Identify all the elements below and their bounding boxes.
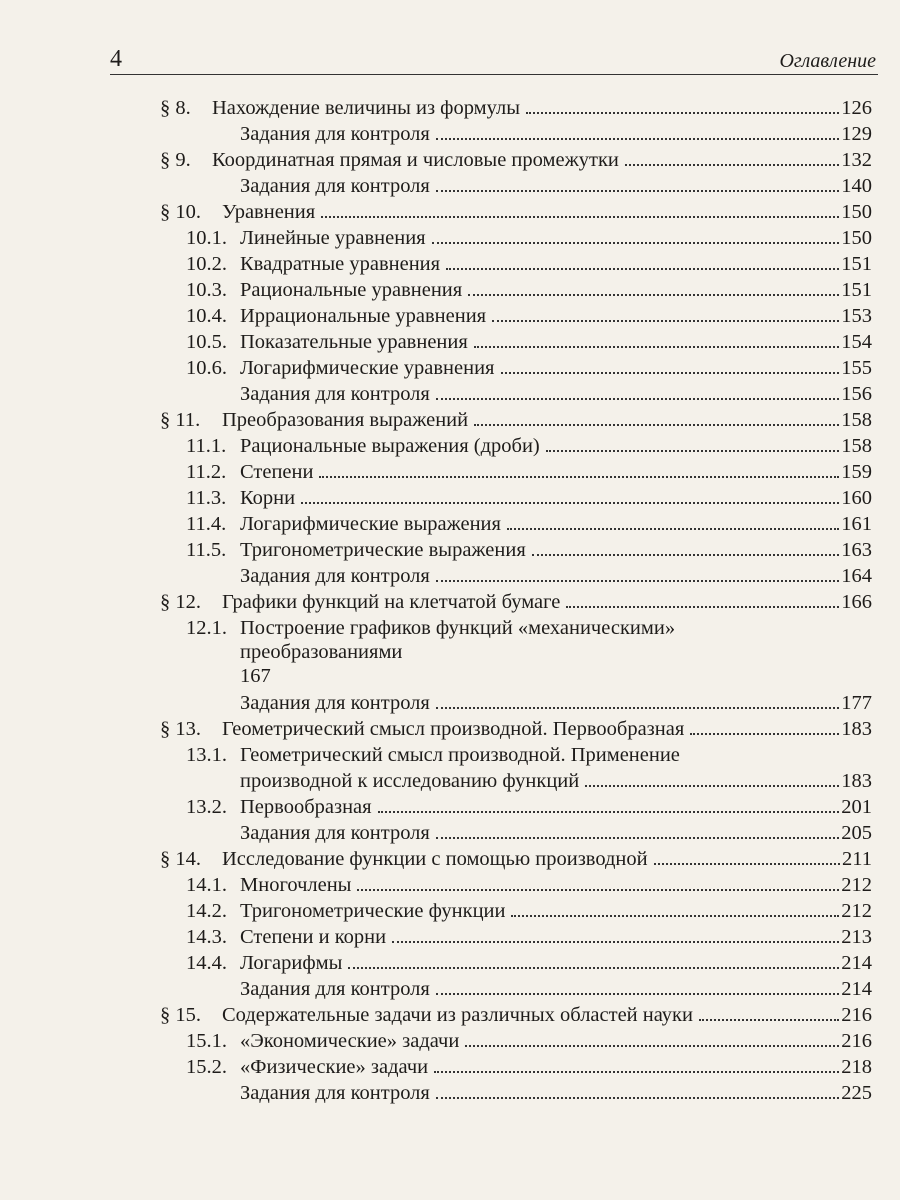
toc-entry-title: Геометрический смысл производной. Первообразная xyxy=(222,718,685,740)
toc-entry-number: 10.4. xyxy=(186,305,227,327)
leader-dots xyxy=(319,476,839,478)
toc-entry[interactable] xyxy=(186,485,872,511)
toc-entry[interactable] xyxy=(186,924,872,950)
toc-entry[interactable] xyxy=(240,976,872,1002)
toc-entry-title: Степени и корни xyxy=(240,926,387,948)
toc-entry-title: Логарифмические выражения xyxy=(240,513,501,535)
toc-entry[interactable] xyxy=(240,381,872,407)
leader-dots xyxy=(357,889,839,891)
toc-entry-number: 14.4. xyxy=(186,952,227,974)
toc-entry-page: 164 xyxy=(841,565,872,587)
toc-entry-number: § 11. xyxy=(160,409,201,431)
leader-dots xyxy=(625,164,839,166)
toc-entry-number: § 9. xyxy=(160,149,191,171)
toc-entry[interactable] xyxy=(186,277,872,303)
leader-dots xyxy=(348,967,839,969)
toc-entry-page: 167 xyxy=(240,665,271,687)
toc-entry[interactable] xyxy=(186,1028,872,1054)
toc-entry-title: Задания для контроля xyxy=(240,565,430,587)
toc-entry-number: 14.1. xyxy=(186,874,227,896)
leader-dots xyxy=(446,268,839,270)
toc-entry-title: Логарифмические уравнения xyxy=(240,357,495,379)
toc-entry-page: 163 xyxy=(841,539,872,561)
toc-entry-page: 218 xyxy=(841,1056,872,1078)
leader-dots xyxy=(532,554,839,556)
running-title: Оглавление xyxy=(779,50,876,72)
toc-entry-number: 15.1. xyxy=(186,1030,227,1052)
leader-dots xyxy=(436,138,839,140)
toc-entry-page: 132 xyxy=(841,149,872,171)
toc-entry-page: 151 xyxy=(841,253,872,275)
leader-dots xyxy=(585,785,839,787)
leader-dots xyxy=(378,811,840,813)
toc-entry-page: 160 xyxy=(841,487,872,509)
toc-entry[interactable] xyxy=(186,537,872,563)
leader-dots xyxy=(474,346,839,348)
toc-entry-title: Задания для контроля xyxy=(240,692,430,714)
toc-entry-title: Задания для контроля xyxy=(240,1082,430,1104)
toc-entry[interactable] xyxy=(186,898,872,924)
toc-entry-title[interactable]: Построение графиков функций «механическими» xyxy=(240,617,676,639)
toc-entry[interactable] xyxy=(160,199,872,225)
toc-entry-page: 161 xyxy=(841,513,872,535)
leader-dots xyxy=(321,216,839,218)
toc-entry-page: 155 xyxy=(841,357,872,379)
leader-dots xyxy=(436,190,839,192)
leader-dots xyxy=(654,863,840,865)
toc-entry-number: 11.3. xyxy=(186,487,227,509)
toc-entry[interactable] xyxy=(240,563,872,589)
toc-entry-page: 212 xyxy=(841,900,872,922)
toc-entry-page: 156 xyxy=(841,383,872,405)
toc-entry-title: Тригонометрические функции xyxy=(240,900,506,922)
toc-entry-page: 126 xyxy=(841,97,872,119)
toc-entry-title: Тригонометрические выражения xyxy=(240,539,526,561)
leader-dots xyxy=(436,707,839,709)
toc-entry-title: Корни xyxy=(240,487,296,509)
toc-entry-page: 159 xyxy=(841,461,872,483)
toc-entry[interactable] xyxy=(186,1054,872,1080)
toc-entry-page: 211 xyxy=(842,848,872,870)
leader-dots xyxy=(434,1071,839,1073)
leader-dots xyxy=(526,112,839,114)
toc-entry-title[interactable]: Геометрический смысл производной. Применение xyxy=(240,744,680,766)
leader-dots xyxy=(432,242,840,244)
leader-dots xyxy=(474,424,839,426)
toc-entry-title: Исследование функции с помощью производной xyxy=(222,848,648,870)
toc-entry[interactable] xyxy=(160,846,872,872)
toc-entry-title: Первообразная xyxy=(240,796,372,818)
toc-entry[interactable] xyxy=(240,820,872,846)
toc-entry-number: 10.2. xyxy=(186,253,227,275)
leader-dots xyxy=(507,528,839,530)
toc-entry-page: 225 xyxy=(841,1082,872,1104)
toc-entry-page: 214 xyxy=(841,978,872,1000)
toc-entry[interactable] xyxy=(186,355,872,381)
leader-dots xyxy=(492,320,839,322)
toc-entry-number: 11.4. xyxy=(186,513,227,535)
toc-entry-page: 216 xyxy=(841,1030,872,1052)
toc-entry-title: «Экономические» задачи xyxy=(240,1030,460,1052)
toc-entry[interactable] xyxy=(160,716,872,742)
toc-entry-page: 151 xyxy=(841,279,872,301)
toc-entry-title: Задания для контроля xyxy=(240,175,430,197)
toc-entry[interactable] xyxy=(186,433,872,459)
toc-entry-page: 212 xyxy=(841,874,872,896)
toc-entry-page: 140 xyxy=(841,175,872,197)
toc-entry-number: 14.2. xyxy=(186,900,227,922)
toc-entry-number: 14.3. xyxy=(186,926,227,948)
toc-entry-title: Преобразования выражений xyxy=(222,409,469,431)
leader-dots xyxy=(436,580,839,582)
leader-dots xyxy=(468,294,839,296)
toc-entry-page: 129 xyxy=(841,123,872,145)
toc-entry-page: 183 xyxy=(841,770,872,792)
toc-entry[interactable] xyxy=(186,794,872,820)
toc-entry-title: Задания для контроля xyxy=(240,978,430,1000)
toc-entry-page: 183 xyxy=(841,718,872,740)
toc-entry[interactable] xyxy=(240,690,872,716)
toc-entry-page: 154 xyxy=(841,331,872,353)
toc-entry-title-continuation: преобразованиями xyxy=(240,641,403,663)
toc-entry-title: Линейные уравнения xyxy=(240,227,426,249)
toc-entry-number: 15.2. xyxy=(186,1056,227,1078)
page-number: 4 xyxy=(110,46,122,72)
toc-entry-number: 13.1. xyxy=(186,744,227,766)
toc-entry[interactable] xyxy=(186,329,872,355)
toc-entry-title: Рациональные уравнения xyxy=(240,279,463,301)
toc-entry-page: 213 xyxy=(841,926,872,948)
toc-entry[interactable] xyxy=(160,407,872,433)
toc-entry[interactable] xyxy=(240,768,872,794)
leader-dots xyxy=(546,450,839,452)
toc-entry-title: Показательные уравнения xyxy=(240,331,468,353)
toc-entry-page: 214 xyxy=(841,952,872,974)
leader-dots xyxy=(566,606,839,608)
toc-entry-number: 10.3. xyxy=(186,279,227,301)
leader-dots xyxy=(436,993,839,995)
toc-entry[interactable] xyxy=(240,121,872,147)
toc-entry[interactable] xyxy=(186,511,872,537)
page-header xyxy=(110,44,878,75)
toc-entry-page: 150 xyxy=(841,227,872,249)
toc-entry[interactable] xyxy=(186,950,872,976)
toc-entry-title: «Физические» задачи xyxy=(240,1056,429,1078)
toc-entry-page: 177 xyxy=(841,692,872,714)
toc-entry-number: § 13. xyxy=(160,718,201,740)
toc-entry-page: 153 xyxy=(841,305,872,327)
leader-dots xyxy=(436,837,839,839)
toc-entry-number: § 14. xyxy=(160,848,201,870)
toc-entry-title: Содержательные задачи из различных областей науки xyxy=(222,1004,693,1026)
leader-dots xyxy=(501,372,840,374)
toc-entry-number: § 15. xyxy=(160,1004,201,1026)
toc-entry-page: 166 xyxy=(841,591,872,613)
leader-dots xyxy=(690,733,839,735)
toc-entry-number: 10.1. xyxy=(186,227,227,249)
toc-entry-title: Нахождение величины из формулы xyxy=(212,97,520,119)
leader-dots xyxy=(392,941,839,943)
toc-entry-number: § 8. xyxy=(160,97,191,119)
toc-entry[interactable] xyxy=(160,589,872,615)
leader-dots xyxy=(301,502,839,504)
toc-entry-number: 10.6. xyxy=(186,357,227,379)
toc-entry-title: Уравнения xyxy=(222,201,316,223)
leader-dots xyxy=(511,915,839,917)
toc-entry[interactable] xyxy=(240,1080,872,1106)
toc-entry-number: 10.5. xyxy=(186,331,227,353)
toc-entry-number: 11.5. xyxy=(186,539,227,561)
toc-entry[interactable] xyxy=(160,95,872,121)
leader-dots xyxy=(436,398,839,400)
toc-entry-title: Рациональные выражения (дроби) xyxy=(240,435,540,457)
toc-entry-number: § 12. xyxy=(160,591,201,613)
toc-entry[interactable] xyxy=(186,872,872,898)
toc-entry-page: 201 xyxy=(841,796,872,818)
toc-entry-title: Квадратные уравнения xyxy=(240,253,441,275)
toc-entry-title: Задания для контроля xyxy=(240,123,430,145)
toc-entry-title-continuation: производной к исследованию функций xyxy=(240,770,580,792)
toc-entry-page: 205 xyxy=(841,822,872,844)
toc-entry[interactable] xyxy=(240,173,872,199)
toc-entry-page: 158 xyxy=(841,435,872,457)
toc-entry-title: Степени xyxy=(240,461,314,483)
toc-entry-number: 11.1. xyxy=(186,435,227,457)
leader-dots xyxy=(436,1097,839,1099)
toc-entry[interactable] xyxy=(160,1002,872,1028)
toc-entry[interactable] xyxy=(186,251,872,277)
toc-entry-number: 12.1. xyxy=(186,617,227,639)
toc-entry-title: Графики функций на клетчатой бумаге xyxy=(222,591,561,613)
toc-entry-title: Многочлены xyxy=(240,874,352,896)
toc-entry[interactable] xyxy=(186,225,872,251)
toc-entry-page: 216 xyxy=(841,1004,872,1026)
toc-entry-title: Задания для контроля xyxy=(240,822,430,844)
toc-entry-number: 11.2. xyxy=(186,461,227,483)
leader-dots xyxy=(699,1019,839,1021)
toc-entry-number: § 10. xyxy=(160,201,201,223)
toc-entry-page: 150 xyxy=(841,201,872,223)
toc-entry[interactable] xyxy=(186,459,872,485)
toc-entry-number: 13.2. xyxy=(186,796,227,818)
toc-entry-title: Иррациональные уравнения xyxy=(240,305,487,327)
toc-entry-page: 158 xyxy=(841,409,872,431)
toc-entry[interactable] xyxy=(160,147,872,173)
toc-entry[interactable] xyxy=(186,303,872,329)
toc-entry-title: Логарифмы xyxy=(240,952,343,974)
toc-entry-title: Задания для контроля xyxy=(240,383,430,405)
toc-entry-title: Координатная прямая и числовые промежутки xyxy=(212,149,619,171)
leader-dots xyxy=(465,1045,839,1047)
